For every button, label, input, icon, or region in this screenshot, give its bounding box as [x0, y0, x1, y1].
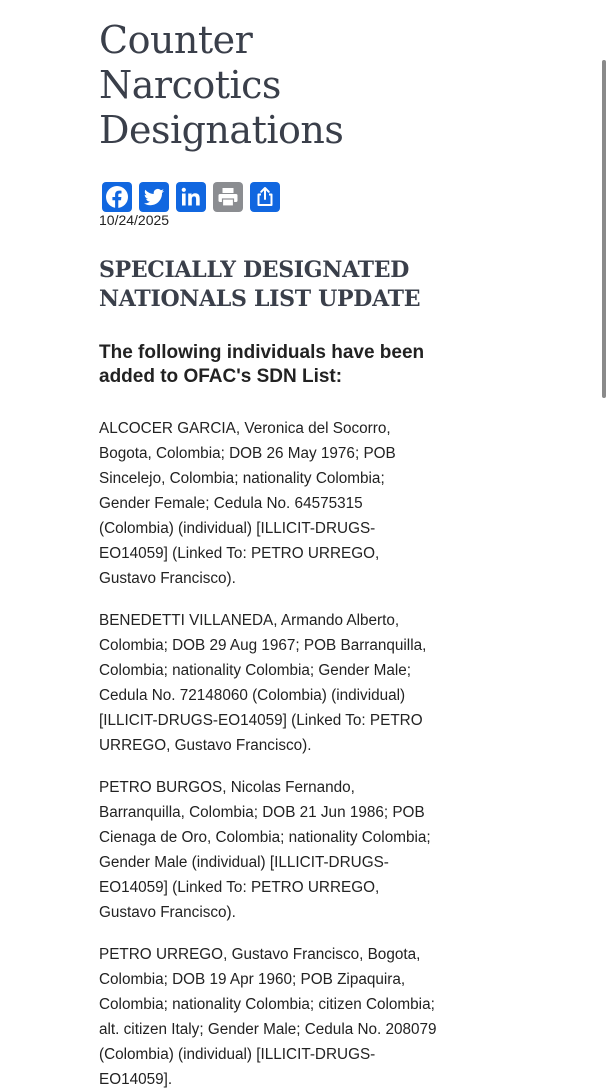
twitter-icon: [142, 185, 166, 209]
article: [99, 0, 439, 1092]
share-bar: [99, 181, 439, 212]
linkedin-share-button[interactable]: [176, 182, 206, 212]
page-title: Counter Narcotics Designations: [99, 18, 344, 152]
facebook-icon: [105, 185, 129, 209]
print-button[interactable]: [213, 182, 243, 212]
facebook-share-button[interactable]: [102, 182, 132, 212]
sdn-entry: BENEDETTI VILLANEDA, Armando Alberto, Colombia; DOB 29 Aug 1967; POB Barranquilla, Colombia; nationality Colombia; Gender Male; Cedula No. 72148060 (Colombia) (individual) [ILLICIT-DRUGS-EO14059] (Linked To: PETRO URREGO, Gustavo Francisco).: [99, 612, 427, 754]
share-button[interactable]: [250, 182, 280, 212]
section-heading: SPECIALLY DESIGNATED NATIONALS LIST UPDATE: [99, 257, 421, 312]
print-icon: [216, 185, 240, 209]
sdn-entry: ALCOCER GARCIA, Veronica del Socorro, Bogota, Colombia; DOB 26 May 1976; POB Sincelejo, Colombia; nationality Colombia; Gender Female; Cedula No. 64575315 (Colombia) (individual) [ILLICIT-DRUGS-EO14059] (Linked To: PETRO URREGO, Gustavo Francisco).: [99, 420, 396, 587]
sdn-entry: PETRO BURGOS, Nicolas Fernando, Barranquilla, Colombia; DOB 21 Jun 1986; POB Cienaga de Oro, Colombia; nationality Colombia; Gender Male (individual) [ILLICIT-DRUGS-EO14059] (Linked To: PETRO URREGO, Gustavo Francisco).: [99, 779, 431, 921]
section-subheading: The following individuals have been added to OFAC's SDN List:: [99, 342, 425, 387]
publish-date: 10/24/2025: [99, 212, 170, 228]
linkedin-icon: [179, 185, 203, 209]
scrollbar[interactable]: [602, 60, 606, 398]
sdn-entry: PETRO URREGO, Gustavo Francisco, Bogota, Colombia; DOB 19 Apr 1960; POB Zipaquira, Colombia; nationality Colombia; citizen Colombia; alt. citizen Italy; Gender Male; Cedula No. 208079 (Colombia) (individual) [ILLICIT-DRUGS-EO14059].: [99, 946, 437, 1088]
share-icon: [253, 185, 277, 209]
twitter-share-button[interactable]: [139, 182, 169, 212]
